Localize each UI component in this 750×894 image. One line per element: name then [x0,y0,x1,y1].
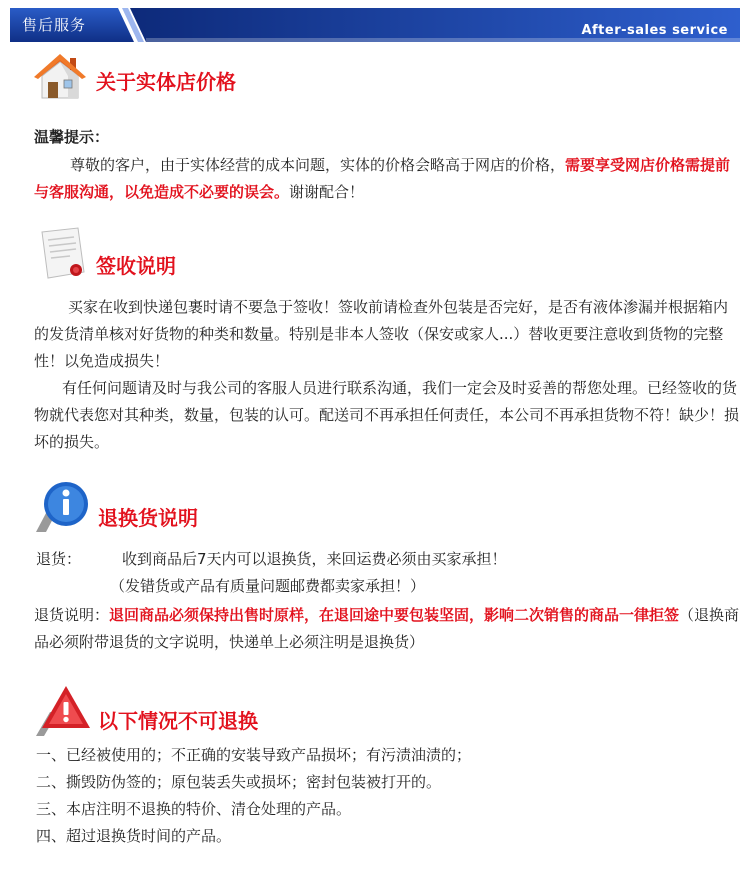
no-return-item-4: 四、超过退换货时间的产品。 [36,827,232,845]
house-icon [32,52,88,106]
price-notice-highlight: 需要享受网店价格需提前与客服沟通，以免造成不必要的误会。 [34,156,731,201]
sign-paragraph-1: 买家在收到快递包裹时请不要急于签收！签收前请检查外包装是否完好，是否有液体渗漏并根据箱内的发货清单核对好货物的种类和数量。特别是非本人签收（保安或家人...）替收更要注意收到货物的完整性！以免造成损失！ [34,298,729,370]
banner-title: 售后服务 [22,16,87,34]
header-banner [10,8,740,42]
banner-subtitle: After-sales service [581,23,728,38]
price-notice-thanks: 谢谢配合！ [289,183,365,201]
return-explain [34,602,742,656]
no-return-item-1: 一、已经被使用的；不正确的安装导致产品损坏；有污渍油渍的； [36,746,472,764]
price-notice [34,152,742,206]
section-title-price: 关于实体店价格 [96,70,236,94]
no-return-item-3: 三、本店注明不退换的特价、清仓处理的产品。 [36,800,352,818]
price-notice-text: 尊敬的客户，由于实体经营的成本问题，实体的价格会略高于网店的价格， [70,156,566,174]
return-explain-label: 退货说明： [34,606,110,624]
no-return-item-2: 二、撕毁防伪签的；原包装丢失或损坏；密封包装被打开的。 [36,773,442,791]
warning-icon [34,682,90,742]
return-note: （发错货或产品有质量问题邮费都卖家承担！） [110,577,426,595]
section-title-returns: 退换货说明 [98,506,198,530]
info-icon [34,478,90,538]
document-seal-icon [34,226,90,286]
tip-label [34,124,742,151]
return-explain-note: （退换商品必须附带退货的文字说明，快递单上必须注明是退换货） [34,606,740,651]
return-label: 退货： [36,550,82,568]
sign-paragraph-2: 有任何问题请及时与我公司的客服人员进行联系沟通，我们一定会及时妥善的帮您处理。已经签收的货物就代表您对其种类，数量，包装的认可。配送司不再承担任何责任，本公司不再承担货物不符！缺少！损坏的损失。 [34,379,740,451]
return-explain-highlight: 退回商品必须保持出售时原样，在退回途中要包装坚固，影响二次销售的商品一律拒签 [109,606,680,624]
section-title-no-return: 以下情况不可退换 [98,709,258,733]
return-text: 收到商品后7天内可以退换货，来回运费必须由买家承担！ [122,550,507,568]
section-title-sign: 签收说明 [96,254,176,278]
tip-label-text: 温馨提示： [34,128,110,146]
